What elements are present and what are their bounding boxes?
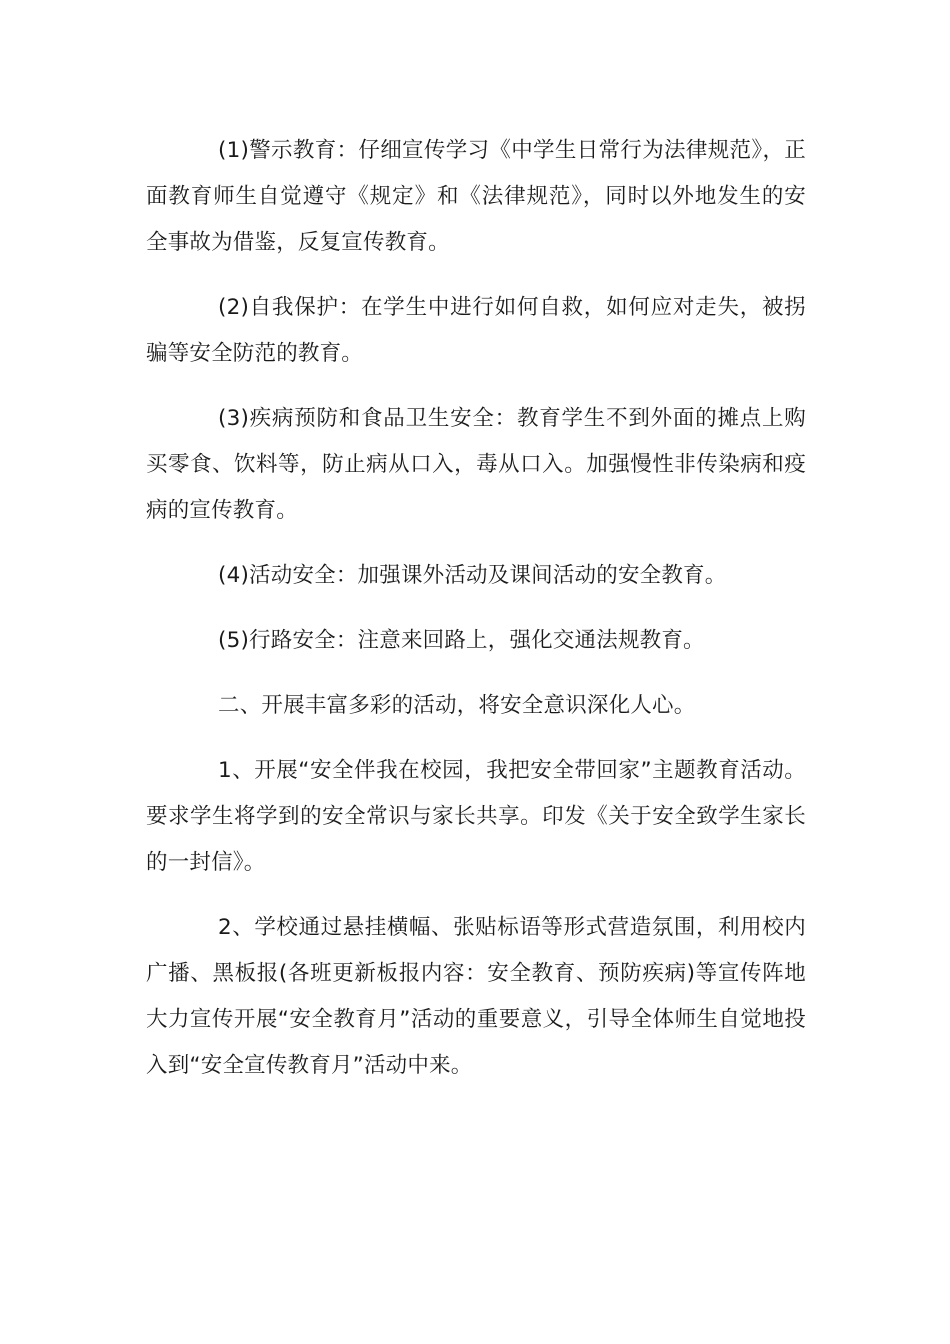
paragraph-self-protection: (2)自我保护：在学生中进行如何自救，如何应对走失，被拐骗等安全防范的教育。 [146,295,806,366]
paragraph-warning-education: (1)警示教育：仔细宣传学习《中学生日常行为法律规范》，正面教育师生自觉遵守《规定》和《法律规范》，同时以外地发生的安全事故为借鉴，反复宣传教育。 [146,138,806,255]
section-heading-activities: 二、开展丰富多彩的活动，将安全意识深化人心。 [218,693,696,718]
paragraph-road-safety: (5)行路安全：注意来回路上，强化交通法规教育。 [218,628,705,653]
paragraph-school-publicity: 2、学校通过悬挂横幅、张贴标语等形式营造氛围，利用校内广播、黑板报(各班更新板报内容：安全教育、预防疾病)等宣传阵地大力宣传开展“安全教育月”活动的重要意义，引导全体师生自觉地投入到“安全宣传教育月”活动中来。 [146,915,806,1078]
paragraph-activity-safety: (4)活动安全：加强课外活动及课间活动的安全教育。 [218,563,727,588]
document-body [146,128,806,1089]
paragraph-theme-activity: 1、开展“安全伴我在校园，我把安全带回家”主题教育活动。要求学生将学到的安全常识与家长共享。印发《关于安全致学生家长的一封信》。 [146,758,806,875]
paragraph-disease-food-safety: (3)疾病预防和食品卫生安全：教育学生不到外面的摊点上购买零食、饮料等，防止病从口入，毒从口入。加强慢性非传染病和疫病的宣传教育。 [146,406,806,523]
